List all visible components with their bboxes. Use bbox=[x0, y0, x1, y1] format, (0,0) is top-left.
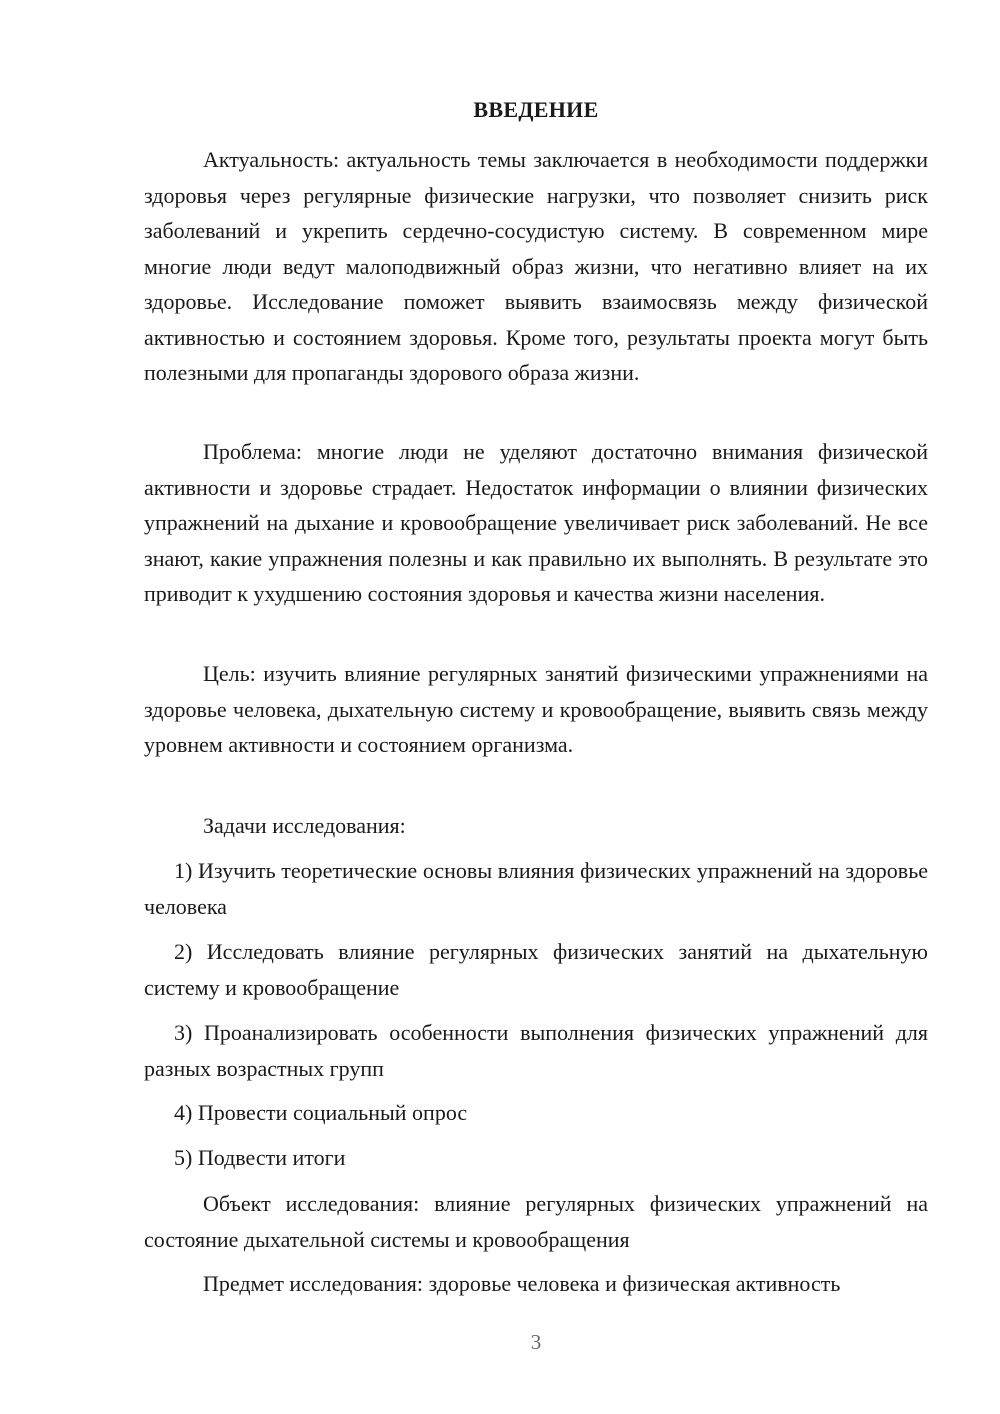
paragraph-subject: Предмет исследования: здоровье человека и физическая активность bbox=[203, 1271, 841, 1296]
page-number: 3 bbox=[530, 1330, 542, 1354]
task-item: 5) Подвести итоги bbox=[174, 1145, 346, 1170]
section-title: ВВЕДЕНИЕ bbox=[473, 97, 599, 122]
paragraph-goal: Цель: изучить влияние регулярных занятий физическими упражнениями на здоровье человека, дыхательную систему и кровообращение, выявить связь между уровнем активности и состоянием организма. bbox=[144, 661, 928, 757]
task-item: 2) Исследовать влияние регулярных физических занятий на дыхательную систему и кровообращение bbox=[144, 939, 928, 1000]
task-item: 4) Провести социальный опрос bbox=[174, 1100, 468, 1125]
paragraph-object: Объект исследования: влияние регулярных физических упражнений на состояние дыхательной системы и кровообращения bbox=[144, 1191, 928, 1252]
tasks-heading: Задачи исследования: bbox=[203, 813, 406, 838]
paragraph-relevance: Актуальность: актуальность темы заключается в необходимости поддержки здоровья через регулярные физические нагрузки, что позволяет снизить риск заболеваний и укрепить сердечно-сосудистую систему. В современном мире многие люди ведут малоподвижный образ жизни, что негативно влияет на их здоровье. Исследование поможет выявить взаимосвязь между физической активностью и состоянием здоровья. Кроме того, результаты проекта могут быть полезными для пропаганды здорового образа жизни. bbox=[144, 147, 928, 385]
task-item: 3) Проанализировать особенности выполнения физических упражнений для разных возрастных групп bbox=[144, 1020, 928, 1081]
task-item: 1) Изучить теоретические основы влияния физических упражнений на здоровье человека bbox=[144, 858, 928, 919]
paragraph-problem: Проблема: многие люди не уделяют достаточно внимания физической активности и здоровье страдает. Недостаток информации о влиянии физических упражнений на дыхание и кровообращение увеличивает риск заболеваний. Не все знают, какие упражнения полезны и как правильно их выполнять. В результате это приводит к ухудшению состояния здоровья и качества жизни населения. bbox=[144, 439, 928, 606]
